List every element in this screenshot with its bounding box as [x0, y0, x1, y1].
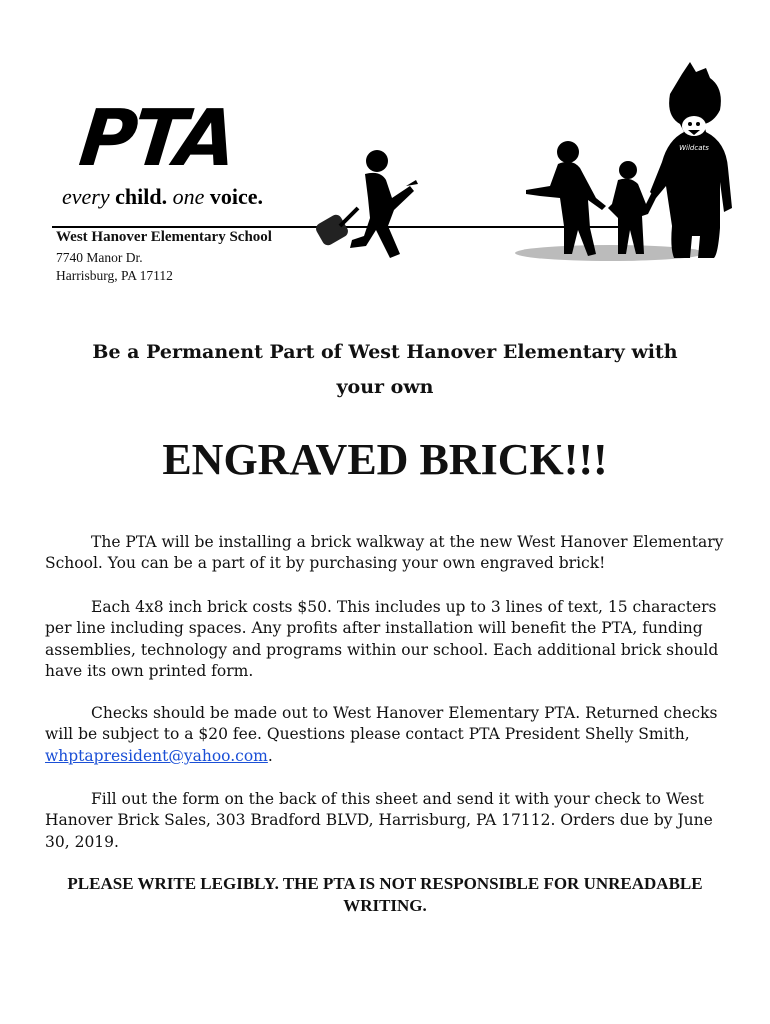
pta-logo-text: PTA — [75, 94, 238, 184]
headline-line-2: your own — [336, 376, 434, 398]
headline-line-1: Be a Permanent Part of West Hanover Elementary with — [92, 341, 678, 363]
president-email-link[interactable]: whptapresident@yahoo.com — [45, 746, 268, 765]
legibility-notice: PLEASE WRITE LEGIBLY. THE PTA IS NOT RESPONSIBLE FOR UNREADABLE WRITING. — [67, 874, 703, 915]
school-name: West Hanover Elementary School — [56, 229, 272, 245]
tagline-word: voice. — [209, 184, 264, 209]
paragraph-ordering-text: Fill out the form on the back of this sheet and send it with your check to West Hanover Brick Sales, 303 Bradford BLVD, Harrisburg, PA 17112. Orders due by June 30, 2019. — [45, 790, 713, 851]
child-silhouette — [608, 161, 660, 254]
address-city: Harrisburg, PA 17112 — [56, 268, 173, 283]
paragraph-pricing-text: Each 4x8 inch brick costs $50. This includes up to 3 lines of text, 15 characters per line including spaces. Any profits after installation will benefit the PTA, funding assemblies, technology and programs within our school. Each additional brick should have its own printed form. — [45, 598, 719, 681]
paragraph-intro — [45, 532, 735, 575]
paragraph-pricing — [45, 597, 735, 683]
mascot-shirt-text: Wildcats — [679, 144, 709, 152]
pta-logo — [75, 94, 290, 190]
tagline-word: child. — [115, 184, 168, 209]
pta-tagline — [62, 184, 263, 210]
paragraph-ordering — [45, 789, 735, 853]
paragraph-payment — [45, 703, 735, 767]
tagline-word: every — [62, 184, 110, 209]
wildcat-mascot-silhouette — [650, 62, 732, 258]
mother-silhouette — [526, 141, 606, 256]
address-street: 7740 Manor Dr. — [56, 250, 143, 265]
tagline-word: one — [172, 184, 205, 209]
page-title: ENGRAVED BRICK!!! — [162, 435, 608, 484]
paragraph-payment-end: . — [267, 746, 273, 765]
paragraph-intro-text: The PTA will be installing a brick walkway at the new West Hanover Elementary School. You can be a part of it by purchasing your own engraved brick! — [45, 533, 724, 573]
paragraph-payment-text: Checks should be made out to West Hanover Elementary PTA. Returned checks will be subject to a $20 fee. Questions please contact PTA President Shelly Smith, — [45, 704, 718, 744]
running-child-silhouette — [314, 150, 418, 258]
family-silhouette-illustration — [310, 58, 740, 268]
